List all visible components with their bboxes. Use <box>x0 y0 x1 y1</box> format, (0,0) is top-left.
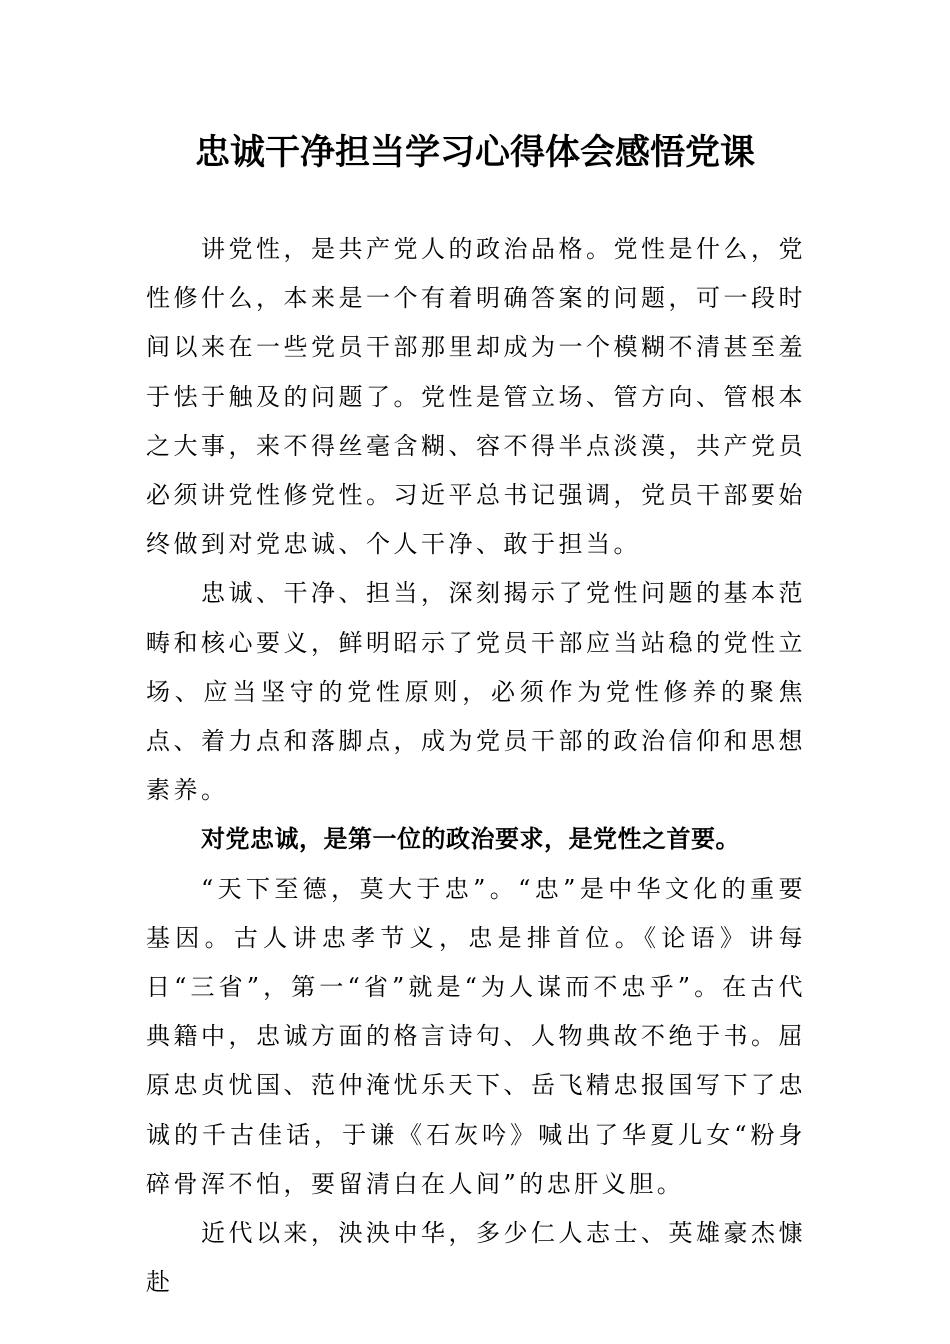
paragraph-modern-era: 近代以来，泱泱中华，多少仁人志士、英雄豪杰慷赴 <box>146 1219 806 1297</box>
document-body <box>146 225 806 1307</box>
paragraph-loyalty-history: “天下至德，莫大于忠”。“忠”是中华文化的重要基因。古人讲忠孝节义，忠是排首位。《论语》讲每日“三省”，第一“省”就是“为人谋而不忠乎”。在古代典籍中，忠诚方面的格言诗句、人物典故不绝于书。屈原忠贞忧国、范仲淹忧乐天下、岳飞精忠报国写下了忠诚的千古佳话，于谦《石灰吟》喊出了华夏儿女“粉身碎骨浑不怕，要留清白在人间”的忠肝义胆。 <box>146 874 806 1198</box>
document-title: 忠诚干净担当学习心得体会感悟党课 <box>194 133 755 173</box>
paragraph-intro: 讲党性，是共产党人的政治品格。党性是什么，党性修什么，本来是一个有着明确答案的问题，可一段时间以来在一些党员干部那里却成为一个模糊不清甚至羞于怯于触及的问题了。党性是管立场、管方向、管根本之大事，来不得丝毫含糊、容不得半点淡漠，共产党员必须讲党性修党性。习近平总书记强调，党员干部要始终做到对党忠诚、个人干净、敢于担当。 <box>146 235 806 559</box>
paragraph-summary: 忠诚、干净、担当，深刻揭示了党性问题的基本范畴和核心要义，鲜明昭示了党员干部应当站稳的党性立场、应当坚守的党性原则，必须作为党性修养的聚焦点、着力点和落脚点，成为党员干部的政治信仰和思想素养。 <box>146 579 806 805</box>
section-heading-loyalty: 对党忠诚，是第一位的政治要求，是党性之首要。 <box>201 825 740 854</box>
